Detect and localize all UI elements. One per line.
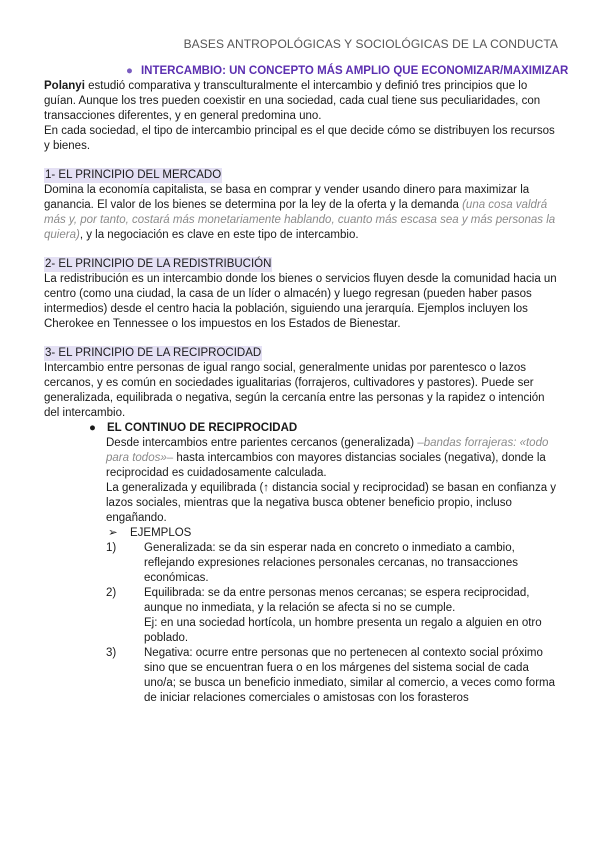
reciprocity-paragraph: Intercambio entre personas de igual rango social, generalmente unidas por parentesco o lazos cercanos, y es común en sociedades igualitarias (forrajeros, cultivadores y pastores). Puede ser generalizada, equilibrada o negativa, según la cercanía entre las personas y la rapidez o intención del intercambio. [44, 362, 545, 419]
examples-heading [108, 526, 560, 541]
example-item: 3) Negativa: ocurre entre personas que no pertenecen al contexto social próximo sino que se encuentran fuera o en los márgenes del sistema social de cada uno/a; se busca un beneficio inmediato, similar al comercio, a veces como forma de iniciar relaciones comerciales o amistosas con los forasteros [106, 647, 556, 704]
continuum-bullet [89, 421, 560, 436]
running-header: BASES ANTROPOLÓGICAS Y SOCIOLÓGICAS DE LA CONDUCTA [183, 37, 558, 51]
example-item: 1) Generalizada: se da sin esperar nada en concreto o inmediato a cambio, reflejando expresiones relaciones personales cercanas, no transacciones económicas. [106, 542, 518, 584]
market-paragraph: Domina la economía capitalista, se basa en comprar y vender usando dinero para maximizar la ganancia. El valor de los bienes se determina por la ley de la oferta y la demanda (una cosa valdrá más y, por tanto, costará más monetariamente hablando, cuanto más escasa sea y más personas la quiera), y la negociación es clave en este tipo de intercambio. [44, 184, 556, 241]
heading-market: 1- EL PRINCIPIO DEL MERCADO [45, 169, 222, 181]
section-title-text: INTERCAMBIO: UN CONCEPTO MÁS AMPLIO QUE ECONOMIZAR/MAXIMIZAR [140, 65, 569, 77]
intro-text: estudió comparativa y transculturalmente el intercambio y definió tres principios que lo guían. Aunque los tres pueden coexistir en una sociedad, cada cual tiene sus peculiaridades, con transacciones diferentes, y en general predomina uno. [44, 80, 541, 122]
intro-paragraph-2: En cada sociedad, el tipo de intercambio principal es el que decide cómo se distribuyen los recursos y bienes. [44, 125, 555, 152]
example-item: 2) Equilibrada: se da entre personas menos cercanas; se espera reciprocidad, aunque no inmediata, y la relación se afecta si no se cumple. Ej: en una sociedad hortícola, un hombre presenta un regalo a alguien en otro poblado. [106, 586, 560, 646]
heading-reciprocity: 3- EL PRINCIPIO DE LA RECIPROCIDAD [45, 347, 262, 359]
document-body [44, 64, 569, 706]
arrow-icon: ➢ [108, 527, 118, 539]
bullet-icon: ● [89, 422, 96, 434]
continuum-paragraph-2: La generalizada y equilibrada (↑ distancia social y reciprocidad) se basan en confianza y lazos sociales, mientras que la negativa busca obtener beneficio propio, incluso engañando. [106, 482, 557, 524]
intro-paragraph [44, 79, 560, 124]
section-title [126, 64, 569, 79]
author-name: Polanyi [44, 80, 85, 92]
example-note: Ej: en una sociedad hortícola, un hombre presenta un regalo a alguien en otro poblado. [144, 617, 542, 644]
heading-redistribution: 2- EL PRINCIPIO DE LA REDISTRIBUCIÓN [45, 258, 272, 270]
bullet-icon: ● [126, 65, 133, 77]
examples-label: EJEMPLOS [130, 527, 192, 539]
redistribution-paragraph: La redistribución es un intercambio donde los bienes o servicios fluyen desde la comunidad hacia un centro (como una ciudad, la casa de un líder o almacén) y luego regresan (pueden haber pasos intermedios) desde el centro hacia la población, siguiendo una jerarquía. Ejemplos incluyen los Cherokee en Tennessee o los impuestos en los Estados de Bienestar. [44, 273, 557, 330]
continuum-heading: EL CONTINUO DE RECIPROCIDAD [107, 422, 298, 434]
market-example: (una cosa valdrá más y, por tanto, costará más monetariamente hablando, cuanto más escasa sea y más personas la quiera) [44, 199, 556, 241]
continuum-paragraph-1: Desde intercambios entre parientes cercanos (generalizada) –bandas forrajeras: «todo para todos»– hasta intercambios con mayores distancias sociales (negativa), donde la reciprocidad es cuidadosamente calculada. [106, 437, 549, 479]
continuum-example: –bandas forrajeras: «todo para todos»– [106, 437, 549, 464]
